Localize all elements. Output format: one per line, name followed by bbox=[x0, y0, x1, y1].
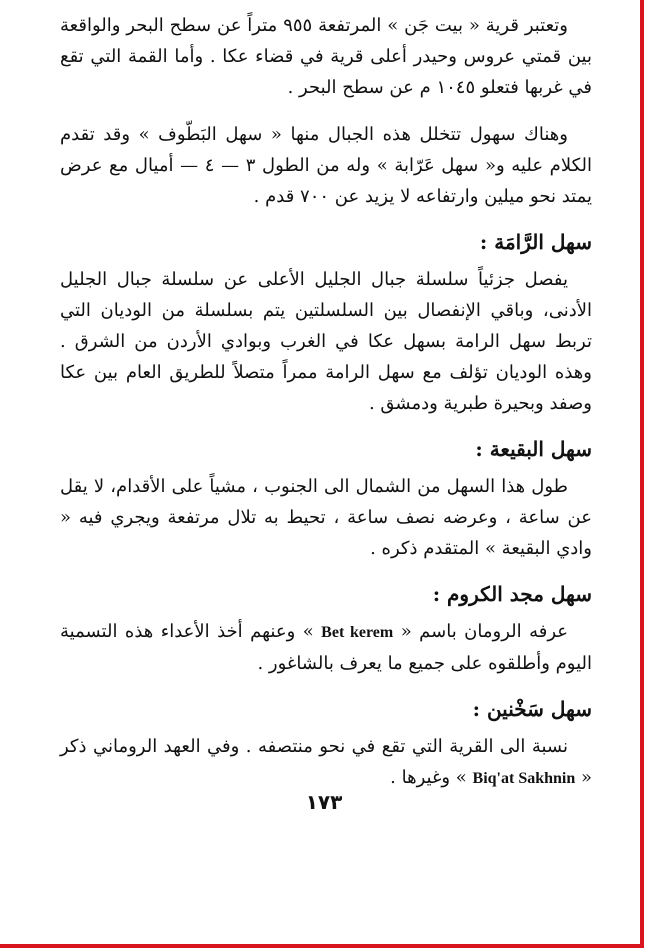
p5-text-after: » وعنهم أخذ الأعداء هذه التسمية اليوم وأطلقوه على جميع ما يعرف بالشاغور . bbox=[60, 621, 592, 674]
heading-rama-plain: سهل الرَّامَة : bbox=[479, 230, 592, 254]
paragraph-plains-intro: وهناك سهول تتخلل هذه الجبال منها « سهل البَطّوف » وقد تقدم الكلام عليه و« سهل عَرّابة » وله من الطول ٣ — ٤ — أميال مع عرض يمتد نحو ميلين وارتفاعه لا يزيد عن ٧٠٠ قدم . bbox=[60, 124, 592, 207]
paragraph-rama-plain: يفصل جزئياً سلسلة جبال الجليل الأعلى عن سلسلة جبال الجليل الأدنى، وباقي الإنفصال بين السلسلتين يتم بسلسلة من الوديان التي تربط سهل الرامة بسهل عكا في الغرب وبوادي الأردن من الشرق . وهذه الوديان تؤلف مع سهل الرامة ممراً متصلاً للطريق العام بين عكا وصفد وبحيرة طبرية ودمشق . bbox=[60, 269, 592, 414]
heading-majd-alkurum-plain: سهل مجد الكروم : bbox=[432, 582, 592, 606]
heading-sakhnin-plain: سهل سَخْنين : bbox=[472, 697, 592, 721]
paragraph-beit-jann: وتعتبر قرية « بيت جَن » المرتفعة ٩٥٥ متراً عن سطح البحر والواقعة بين قمتي عروس وحيدر أعلى قرية في قضاء عكا . وأما القمة التي تقع في غربها فتعلو ١٠٤٥ م عن سطح البحر . bbox=[60, 15, 592, 98]
latin-term-biqat-sakhnin: Biq'at Sakhnin bbox=[472, 770, 576, 787]
heading-buqaia-plain: سهل البقيعة : bbox=[475, 437, 592, 461]
paragraph-majd-alkurum-plain bbox=[60, 616, 592, 679]
p5-text-before: عرفه الرومان باسم « bbox=[393, 621, 568, 642]
latin-term-bet-kerem: Bet kerem bbox=[321, 624, 394, 641]
p6-text-before: نسبة الى القرية التي تقع في نحو منتصفه . وفي العهد الروماني ذكر « bbox=[60, 736, 592, 788]
paragraph-buqaia-plain: طول هذا السهل من الشمال الى الجنوب ، مشياً على الأقدام، لا يقل عن ساعة ، وعرضه نصف ساعة ، تحيط به تلال مرتفعة ويجري فيه « وادي البقيعة » المتقدم ذكره . bbox=[60, 476, 592, 559]
paragraph-sakhnin-plain bbox=[60, 731, 592, 794]
p6-text-after: » وغيرها . bbox=[390, 767, 473, 788]
book-page bbox=[60, 10, 592, 794]
page-number: ١٧٣ bbox=[305, 790, 343, 814]
